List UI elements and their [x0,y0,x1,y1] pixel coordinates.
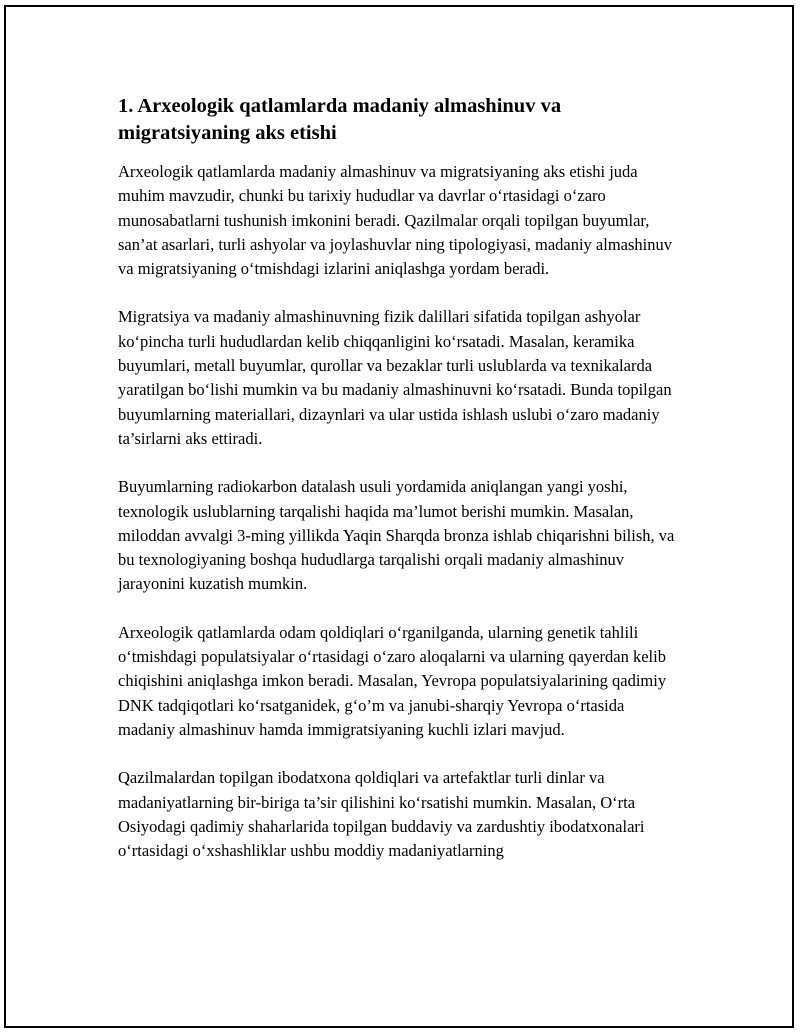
document-body [118,93,678,887]
paragraph: Arxeologik qatlamlarda madaniy almashinuv va migratsiyaning aks etishi juda muhim mavzudir, chunki bu tarixiy hududlar va davrlar o‘rtasidagi o‘zaro munosabatlarni tushunish imkonini beradi. Qazilmalar orqali topilgan buyumlar, san’at asarlari, turli ashyolar va joylashuvlar ning tipologiyasi, madaniy almashinuv va migratsiyaning o‘tmishdagi izlarini aniqlashga yordam beradi. [118,162,672,279]
paragraph: Qazilmalardan topilgan ibodatxona qoldiqlari va artefaktlar turli dinlar va madaniyatlarning bir-biriga ta’sir qilishini ko‘rsatishi mumkin. Masalan, O‘rta Osiyodagi qadimiy shaharlarida topilgan buddaviy va zardushtiy ibodatxonalari o‘rtasidagi o‘xshashliklar ushbu moddiy madaniyatlarning [118,768,645,861]
paragraph: Arxeologik qatlamlarda odam qoldiqlari o‘rganilganda, ularning genetik tahlili o‘tmishdagi populatsiyalar o‘rtasidagi o‘zaro aloqalarni va ularning qayerdan kelib chiqishini aniqlashga imkon beradi. Masalan, Yevropa populatsiyalarining qadimiy DNK tadqiqotlari ko‘rsatganidek, g‘o’m va janubi-sharqiy Yevropa o‘rtasida madaniy almashinuv hamda immigratsiyaning kuchli izlari mavjud. [118,622,667,739]
paragraph: Buyumlarning radiokarbon datalash usuli yordamida aniqlangan yangi yoshi, texnologik uslublarning tarqalishi haqida ma’lumot berishi mumkin. Masalan, miloddan avvalgi 3-ming yillikda Yaqin Sharqda bronza ishlab chiqarishni bilish, va bu texnologiyaning boshqa hududlarga tarqalishi orqali madaniy almashinuv jarayonini kuzatish mumkin. [118,477,675,594]
paragraph: Migratsiya va madaniy almashinuvning fizik dalillari sifatida topilgan ashyolar ko‘pincha turli hududlardan kelib chiqqanligini ko‘rsatadi. Masalan, keramika buyumlari, metall buyumlar, qurollar va bezaklar turli uslublarda va texnikalarda yaratilgan bo‘lishi mumkin va bu madaniy almashinuvni ko‘rsatadi. Bunda topilgan buyumlarning materiallari, dizaynlari va ular ustida ishlash uslubi o‘zaro madaniy ta’sirlarni aks ettiradi. [118,307,672,448]
section-heading: 1. Arxeologik qatlamlarda madaniy almashinuv va migratsiyaning aks etishi [118,95,562,144]
